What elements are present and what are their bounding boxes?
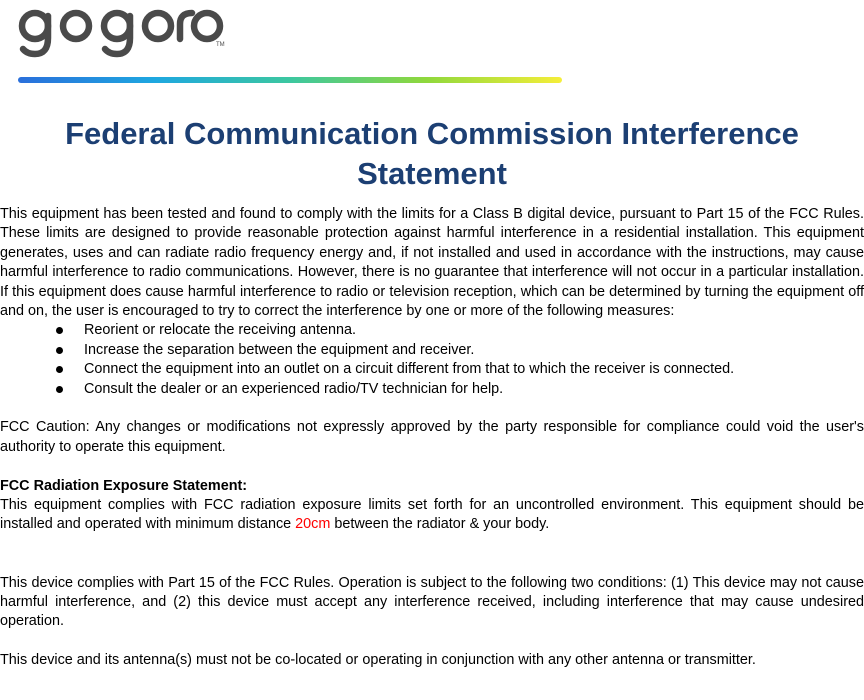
intro-paragraph: This equipment has been tested and found to comply with the limits for a Class B digital device, pursuant to Part 15 of the FCC Rules. These limits are designed to provide reasonable protection against harmful interference in a residential installation. This equipment generates, uses and can radiate radio frequency energy and, if not installed and used in accordance with the instructions, may cause harmful interference to radio communications. However, there is no guarantee that interference will not occur in a particular installation. If this equipment does cause harmful interference to radio or television reception, which can be determined by turning the equipment off and on, the user is encouraged to try to correct the interference by one or more of the following measures: <box>0 206 864 320</box>
bullet-icon <box>56 347 63 354</box>
brand-gradient-rule <box>18 77 562 83</box>
bullet-icon <box>56 386 63 393</box>
caution-paragraph: FCC Caution: Any changes or modifications not expressly approved by the party responsible for compliance could void the user's authority to operate this equipment. <box>0 419 864 455</box>
list-item: Consult the dealer or an experienced radio/TV technician for help. <box>56 380 864 399</box>
bullet-icon <box>56 327 63 334</box>
part15-paragraph: This device complies with Part 15 of the FCC Rules. Operation is subject to the following two conditions: (1) This device may not cause harmful interference, and (2) this device must accept any interference received, including interference that may cause undesired operation. <box>0 574 864 630</box>
list-item: Connect the equipment into an outlet on a circuit different from that to which the receiver is connected. <box>56 360 864 379</box>
measures-list <box>0 321 864 399</box>
list-item: Increase the separation between the equipment and receiver. <box>56 341 864 360</box>
statement-body <box>0 205 864 671</box>
radiation-heading: FCC Radiation Exposure Statement: <box>0 477 248 494</box>
svg-text:TM: TM <box>216 42 225 48</box>
page-title: Federal Communication Commission Interference Statement <box>65 116 799 191</box>
colocation-paragraph: This device and its antenna(s) must not be co-located or operating in conjunction with any other antenna or transmitter. <box>0 652 756 669</box>
list-item: Reorient or relocate the receiving antenna. <box>56 321 864 340</box>
distance-value: 20cm <box>295 516 331 533</box>
gogoro-logo <box>18 2 228 62</box>
bullet-icon <box>56 366 63 373</box>
radiation-paragraph: This equipment complies with FCC radiation exposure limits set forth for an uncontrolled environment. This equipment should be installed and operated with minimum distance 20cm between the radiator & your body. <box>0 497 864 533</box>
